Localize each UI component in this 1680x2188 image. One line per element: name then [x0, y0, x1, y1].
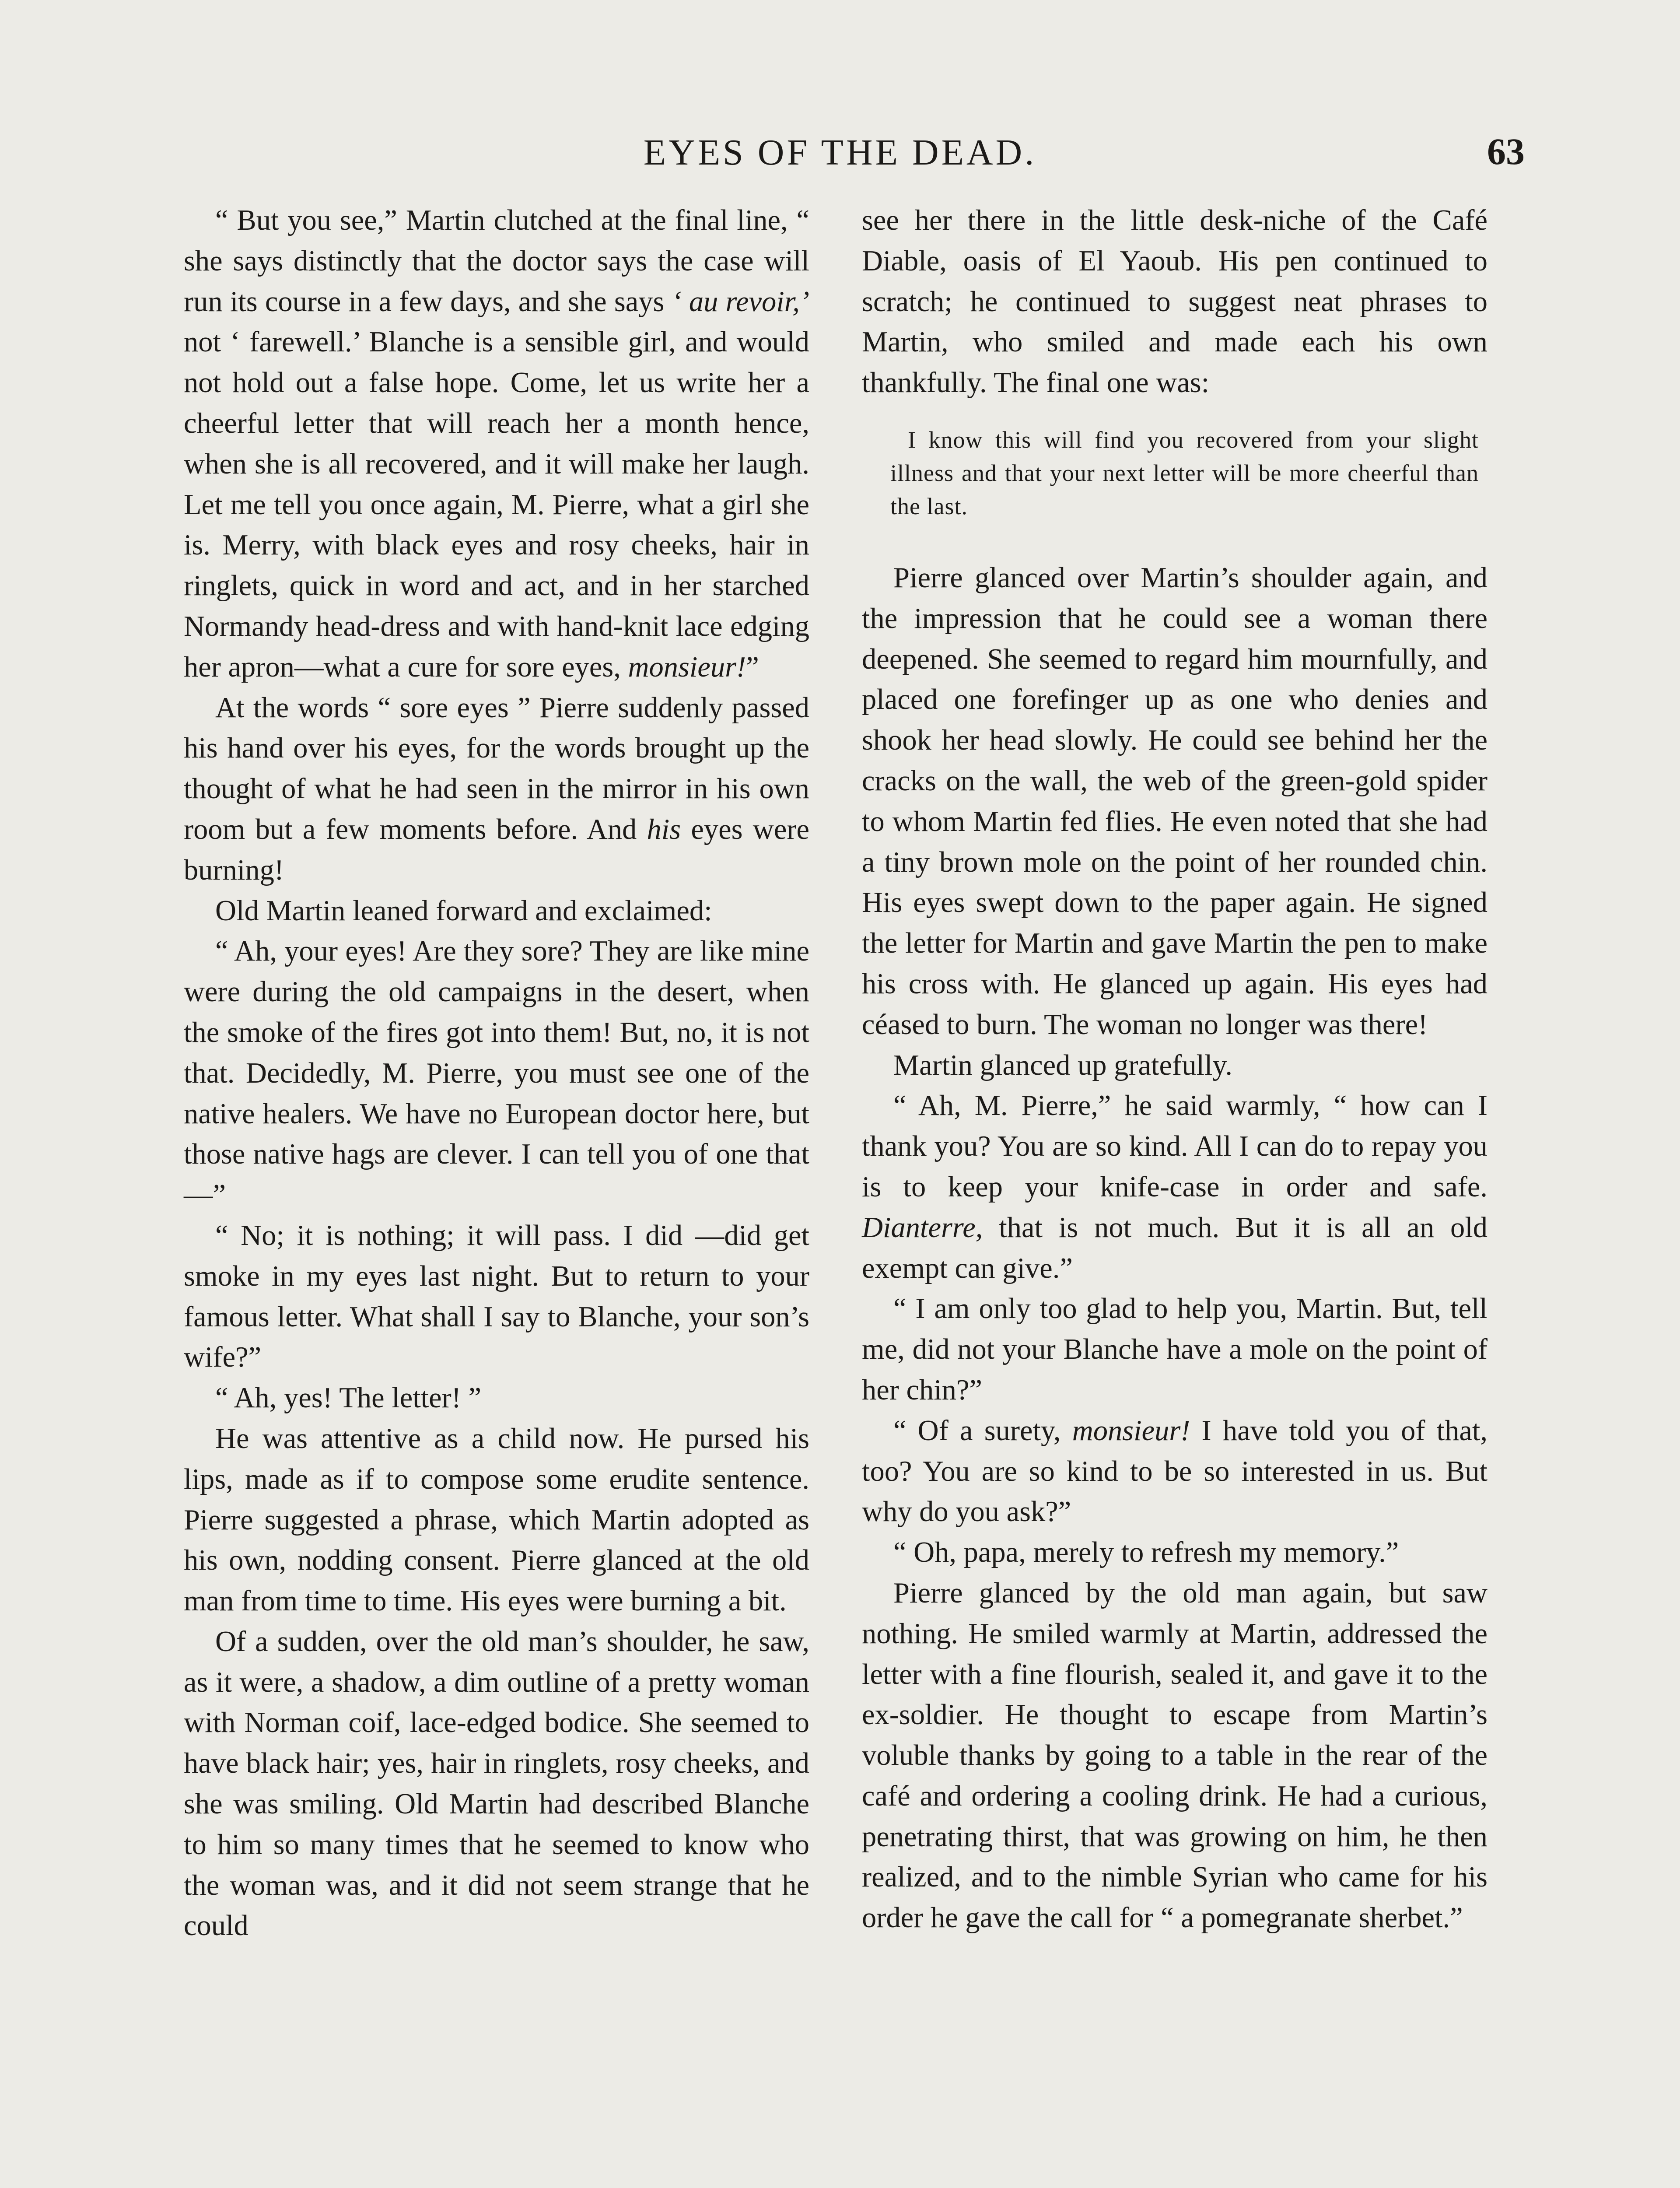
paragraph: “ Ah, M. Pierre,” he said warmly, “ how can I thank you? You are so kind. All I can do to repay you is to keep your knife-case in order and safe. Dianterre, that is not much. But it is all an old exempt can give.”: [862, 1090, 1488, 1284]
paragraph: Of a sudden, over the old man’s shoulder, he saw, as it were, a shadow, a dim outline of a pretty woman with Norman coif, lace-edged bodice. She seemed to have black hair; yes, hair in ringlets, rosy cheeks, and she was smiling. Old Martin had described Blanche to him so many times that he seemed to know who the woman was, and it did not seem strange that he could: [184, 1625, 809, 1942]
right-column: [862, 200, 1488, 1939]
paragraph: Old Martin leaned forward and exclaimed:: [215, 894, 712, 927]
paragraph: “ I am only too glad to help you, Martin. But, tell me, did not your Blanche have a mole on the point of her chin?”: [862, 1293, 1488, 1406]
paragraph: Martin glanced up gratefully.: [893, 1049, 1232, 1081]
letter-quote: I know this will find you recovered from your slight illness and that your next letter will be more cheerful than the last.: [890, 426, 1479, 519]
paragraph: Pierre glanced over Martin’s shoulder again, and the impression that he could see a woman there deepened. She seemed to regard him mournfully, and placed one forefinger up as one who denies and shook her head slowly. He could see behind her the cracks on the wall, the web of the green-gold spider to whom Martin fed flies. He even noted that she had a tiny brown mole on the point of her rounded chin. His eyes swept down to the paper again. He signed the letter for Martin and gave Martin the pen to make his cross with. He glanced up again. His eyes had céased to burn. The woman no longer was there!: [862, 561, 1488, 1041]
paragraph: “ Ah, your eyes! Are they sore? They are like mine were during the old campaigns in the desert, when the smoke of the fires got into them! But, no, it is not that. Decidedly, M. Pierre, you must see one of the native healers. We have no European doctor here, but those native hags are clever. I can tell you of one that—”: [184, 935, 809, 1211]
left-column: [184, 200, 809, 1946]
paragraph: At the words “ sore eyes ” Pierre suddenly passed his hand over his eyes, for the words brought up the thought of what he had seen in the mirror in his own room but a few moments before. And his eyes were burning!: [184, 691, 809, 886]
paragraph: He was attentive as a child now. He pursed his lips, made as if to compose some erudite sentence. Pierre suggested a phrase, which Martin adopted as his own, nodding consent. Pierre glanced at the old man from time to time. His eyes were burning a bit.: [184, 1422, 809, 1617]
page-number: 63: [1487, 130, 1525, 172]
paragraph: “ Ah, yes! The letter! ”: [215, 1382, 482, 1414]
paragraph: Pierre glanced by the old man again, but saw nothing. He smiled warmly at Martin, addressed the letter with a fine flourish, sealed it, and gave it to the ex-soldier. He thought to escape from Martin’s voluble thanks by going to a table in the rear of the café and ordering a cooling drink. He had a curious, penetrating thirst, that was growing on him, he then realized, and to the nimble Syrian who came for his order he gave the call for “ a pomegranate sherbet.”: [862, 1577, 1488, 1934]
paragraph: “ No; it is nothing; it will pass. I did —did get smoke in my eyes last night. But to return to your famous letter. What shall I say to Blanche, your son’s wife?”: [184, 1219, 809, 1374]
paragraph: “ Of a surety, monsieur! I have told you of that, too? You are so kind to be so interested in us. But why do you ask?”: [862, 1414, 1488, 1528]
paragraph: “ But you see,” Martin clutched at the final line, “ she says distinctly that the doctor says the case will run its course in a few days, and she says ‘ au revoir,’ not ‘ farewell.’ Blanche is a sensible girl, and would not hold out a false hope. Come, let us write her a cheerful letter that will reach her a month hence, when she is all recovered, and it will make her laugh. Let me tell you once again, M. Pierre, what a girl she is. Merry, with black eyes and rosy cheeks, hair in ringlets, quick in word and act, and in her starched Normandy head-dress and with hand-knit lace edging her apron—what a cure for sore eyes, monsieur!”: [184, 204, 809, 683]
paragraph: “ Oh, papa, merely to refresh my memory.”: [893, 1536, 1399, 1569]
paragraph-continuation: see her there in the little desk-niche of the Café Diable, oasis of El Yaoub. His pen continued to scratch; he continued to suggest neat phrases to Martin, who smiled and made each his own thankfully. The final one was:: [862, 204, 1488, 399]
running-head-title: EYES OF THE DEAD.: [643, 132, 1037, 173]
